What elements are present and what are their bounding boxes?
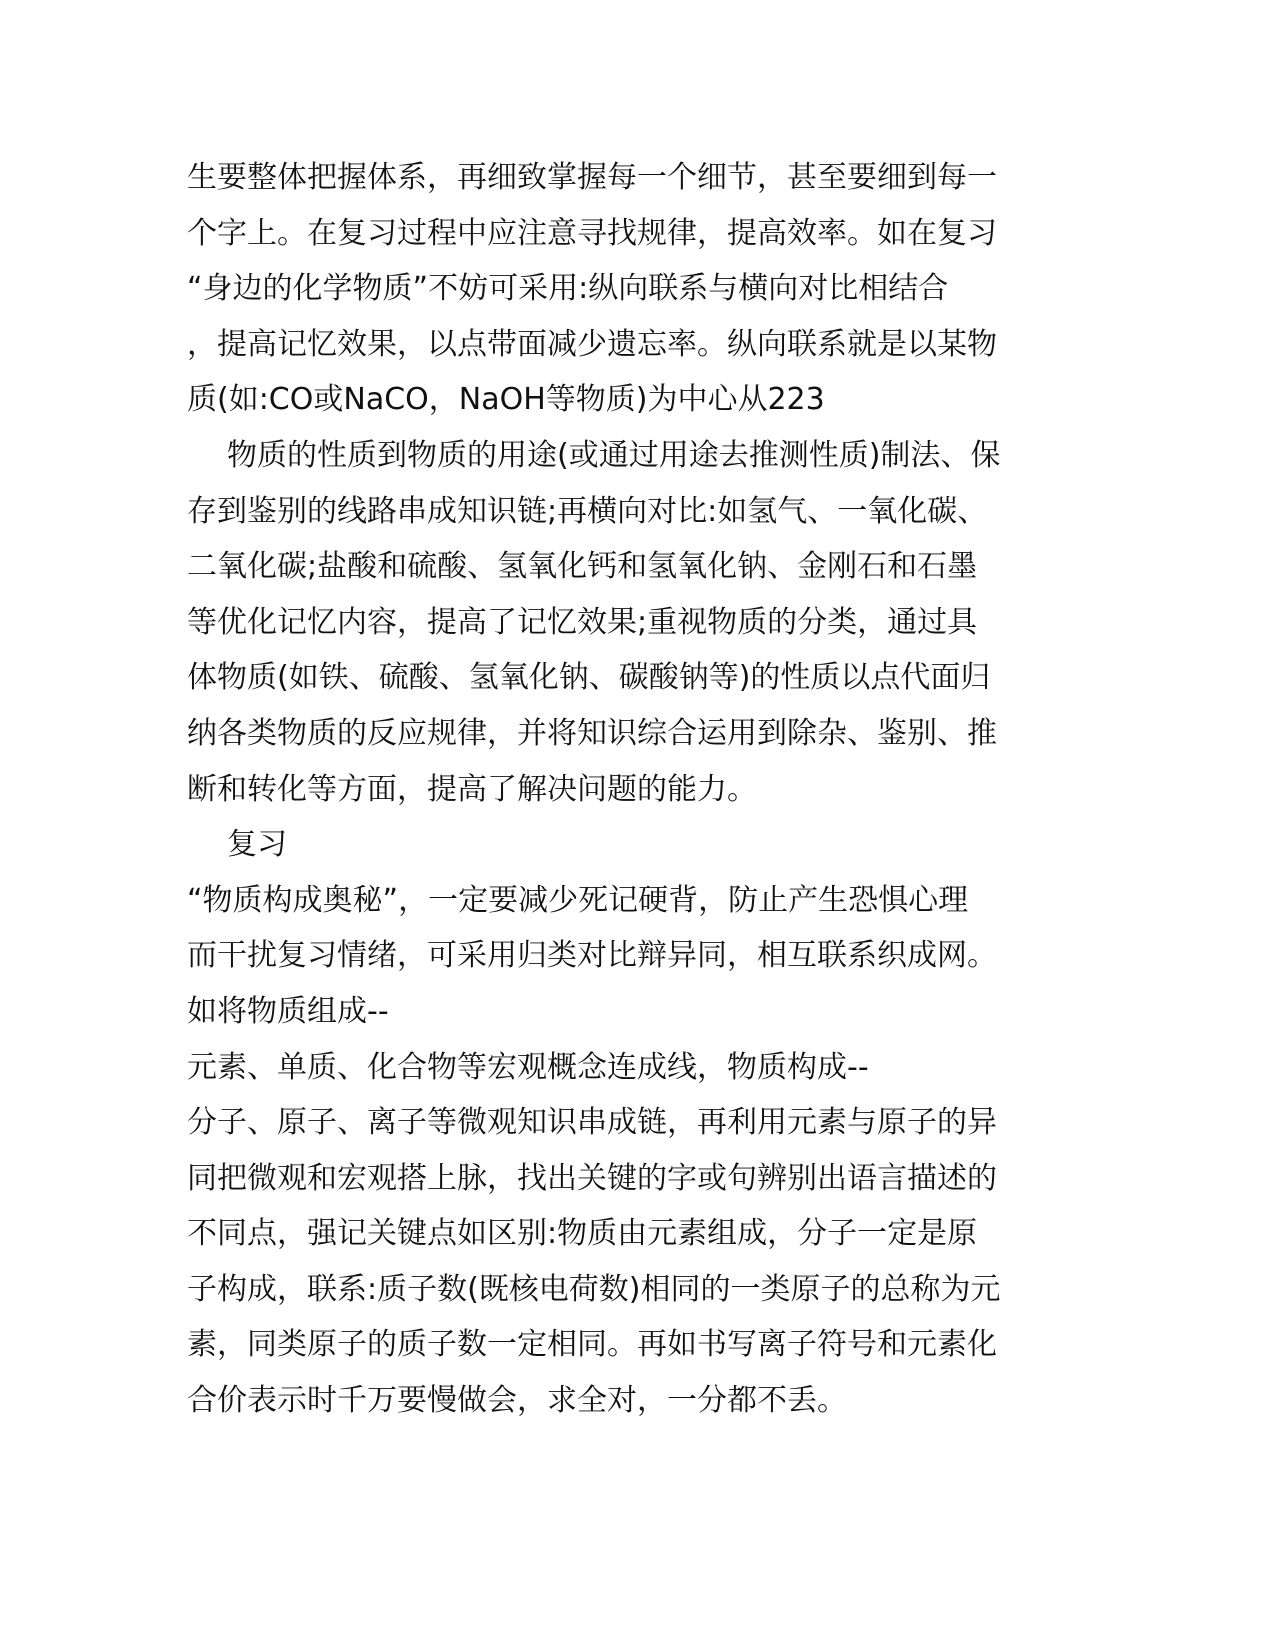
text-line: 元素、单质、化合物等宏观概念连成线，物质构成-- [187, 1049, 869, 1085]
text-line: 分子、原子、离子等微观知识串成链，再利用元素与原子的异 [187, 1105, 997, 1141]
text-line: 个字上。在复习过程中应注意寻找规律，提高效率。如在复习 [187, 215, 997, 251]
text-line: 不同点，强记关键点如区别:物质由元素组成，分子一定是原 [187, 1216, 978, 1252]
text-line: “物质构成奥秘”，一定要减少死记硬背，防止产生恐惧心理 [187, 882, 969, 918]
text-line: 合价表示时千万要慢做会，求全对，一分都不丢。 [187, 1383, 847, 1419]
text-line: 同把微观和宏观搭上脉，找出关键的字或句辨别出语言描述的 [187, 1160, 997, 1196]
text-line: “身边的化学物质”不妨可采用:纵向联系与横向对比相结合 [187, 271, 949, 307]
text-line: 二氧化碳;盐酸和硫酸、氢氧化钙和氢氧化钠、金刚石和石墨 [187, 549, 978, 585]
paragraph-start-line: 复习 [227, 827, 287, 863]
text-line: 纳各类物质的反应规律，并将知识综合运用到除杂、鉴别、推 [187, 715, 997, 751]
paragraph-start-line: 物质的性质到物质的用途(或通过用途去推测性质)制法、保 [227, 437, 1001, 473]
text-line: 等优化记忆内容，提高了记忆效果;重视物质的分类，通过具 [187, 604, 978, 640]
text-line: 如将物质组成-- [187, 993, 389, 1029]
text-line: 断和转化等方面，提高了解决问题的能力。 [187, 771, 757, 807]
body-text [187, 150, 1087, 1429]
text-line: 体物质(如铁、硫酸、氢氧化钠、碳酸钠等)的性质以点代面归 [187, 660, 991, 696]
text-line: 存到鉴别的线路串成知识链;再横向对比:如氢气、一氧化碳、 [187, 493, 988, 529]
text-line: 质(如:CO或NaCO，NaOH等物质)为中心从223 [187, 382, 825, 418]
text-line: 素，同类原子的质子数一定相同。再如书写离子符号和元素化 [187, 1327, 997, 1363]
text-line: 而干扰复习情绪，可采用归类对比辩异同，相互联系织成网。 [187, 938, 997, 974]
text-line: 生要整体把握体系，再细致掌握每一个细节，甚至要细到每一 [187, 160, 997, 195]
text-line: ，提高记忆效果，以点带面减少遗忘率。纵向联系就是以某物 [187, 326, 997, 362]
text-line: 子构成，联系:质子数(既核电荷数)相同的一类原子的总称为元 [187, 1271, 1001, 1307]
